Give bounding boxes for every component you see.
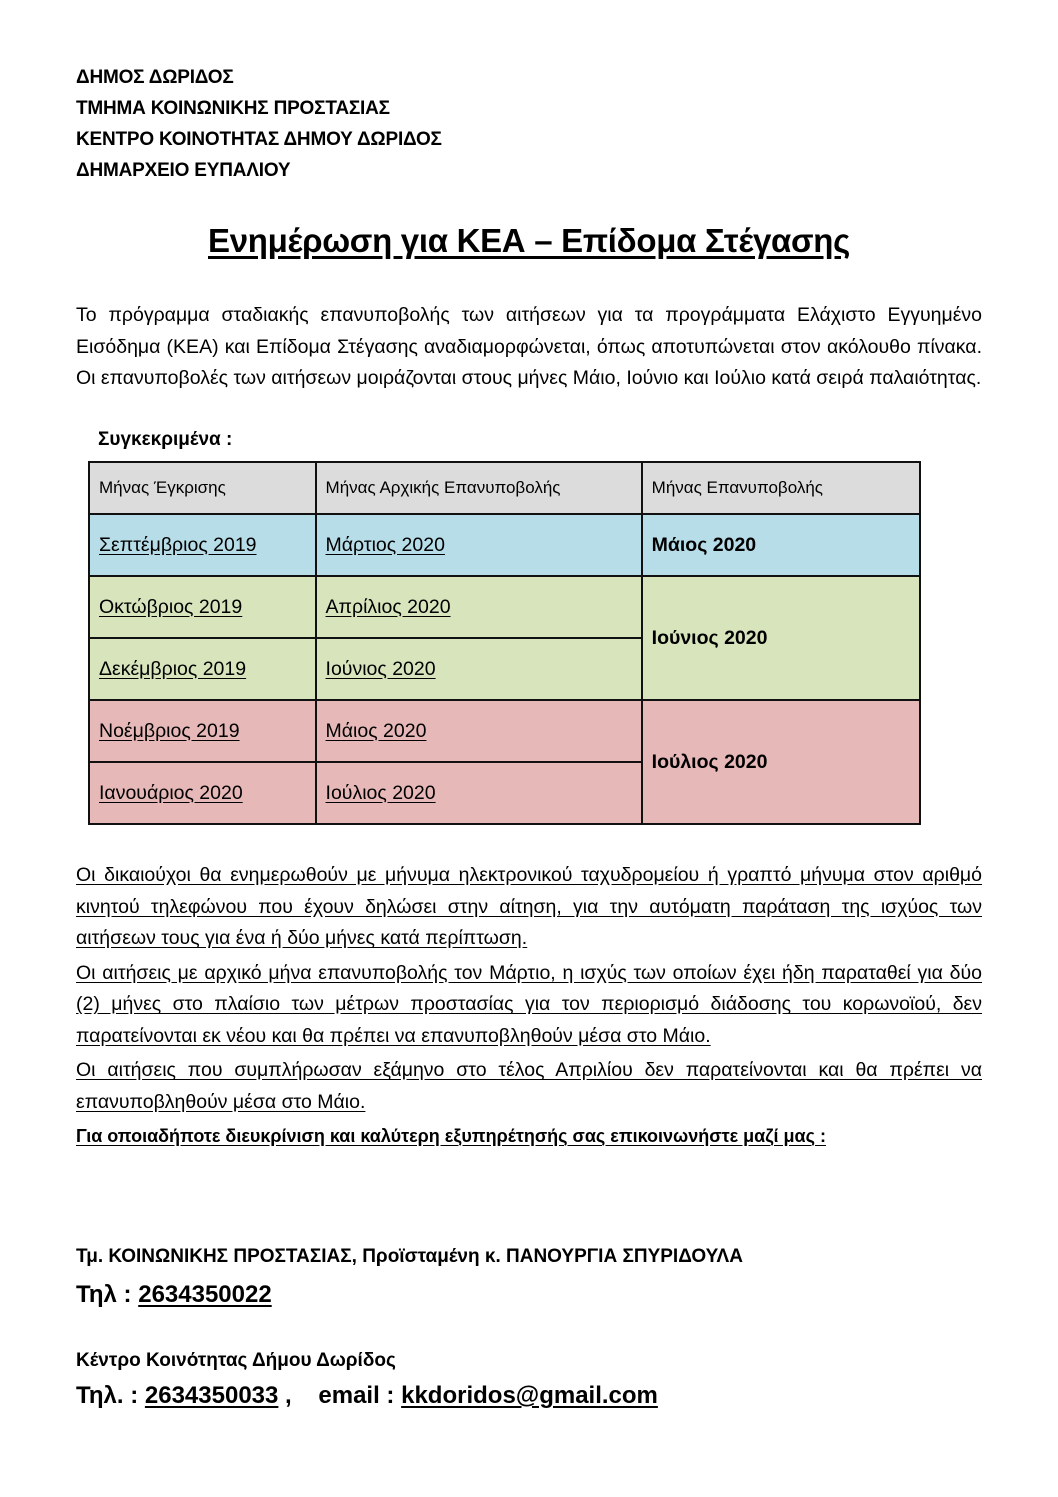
contact-department-phone-line (76, 1281, 272, 1309)
table-row (89, 700, 920, 762)
cell-initial[interactable]: Μάρτιος 2020 (316, 514, 642, 576)
notes-section (76, 860, 982, 1156)
intro-paragraph: Το πρόγραμμα σταδιακής επανυποβολής των αιτήσεων για τα προγράμματα Ελάχιστο Εγγυημένο Εισόδημα (ΚΕΑ) και Επίδομα Στέγασης αναδιαμορφώνεται, όπως αποτυπώνεται στον ακόλουθο πίνακα. Οι επανυποβολές των αιτήσεων μοιράζονται στους μήνες Μάιο, Ιούνιο και Ιούλιο κατά σειρά παλαιότητας. (76, 304, 982, 389)
header-resubmission-month: Μήνας Επανυποβολής (642, 462, 920, 514)
email-label: email : (318, 1382, 402, 1409)
header-initial-month: Μήνας Αρχικής Επανυποβολής (316, 462, 642, 514)
department-phone-link[interactable]: 2634350022 (138, 1281, 272, 1308)
cell-initial[interactable]: Απρίλιος 2020 (316, 576, 642, 638)
center-phone-link[interactable]: 2634350033 (144, 1382, 279, 1409)
table-row (89, 576, 920, 638)
contact-department: Τμ. ΚΟΙΝΩΝΙΚΗΣ ΠΡΟΣΤΑΣΙΑΣ, Προϊσταμένη κ. ΠΑΝΟΥΡΓΙΑ ΣΠΥΡΙΔΟΥΛΑ (76, 1246, 743, 1267)
phone-label: Τηλ. : (76, 1382, 145, 1409)
note-april-applications: Οι αιτήσεις που συμπλήρωσαν εξάμηνο στο τέλος Απριλίου δεν παρατείνονται και θα πρέπει να επανυποβληθούν μέσα στο Μάιο. (76, 1059, 982, 1113)
cell-resubmission: Ιούνιος 2020 (642, 576, 920, 700)
letterhead-department: ΤΜΗΜΑ ΚΟΙΝΩΝΙΚΗΣ ΠΡΟΣΤΑΣΙΑΣ (76, 98, 390, 119)
cell-resubmission: Μάιος 2020 (642, 514, 920, 576)
table-row (89, 514, 920, 576)
cell-approval[interactable]: Ιανουάριος 2020 (89, 762, 316, 824)
table-header-row (89, 462, 920, 514)
cell-approval[interactable]: Σεπτέμβριος 2019 (89, 514, 316, 576)
letterhead (76, 62, 442, 186)
header-approval-month: Μήνας Έγκρισης (89, 462, 316, 514)
email-link[interactable]: kkdoridos@gmail.com (401, 1382, 658, 1409)
schedule-table (88, 461, 921, 825)
letterhead-municipality: ΔΗΜΟΣ ΔΩΡΙΔΟΣ (76, 67, 234, 88)
letterhead-town-hall: ΔΗΜΑΡΧΕΙΟ ΕΥΠΑΛΙΟΥ (76, 160, 291, 181)
cell-approval[interactable]: Νοέμβριος 2019 (89, 700, 316, 762)
note-notification: Οι δικαιούχοι θα ενημερωθούν με μήνυμα ηλεκτρονικού ταχυδρομείου ή γραπτό μήνυμα στον αριθμό κινητού τηλεφώνου που έχουν δηλώσει στην αίτηση, για την αυτόματη παράταση της ισχύος των αιτήσεων τους για ένα ή δύο μήνες κατά περίπτωση. (76, 864, 982, 949)
cell-approval[interactable]: Οκτώβριος 2019 (89, 576, 316, 638)
cell-initial[interactable]: Ιούνιος 2020 (316, 638, 642, 700)
letterhead-community-center: ΚΕΝΤΡΟ ΚΟΙΝΟΤΗΤΑΣ ΔΗΜΟΥ ΔΩΡΙΔΟΣ (76, 129, 442, 150)
cell-initial[interactable]: Ιούλιος 2020 (316, 762, 642, 824)
cell-resubmission: Ιούλιος 2020 (642, 700, 920, 824)
contact-community-center: Κέντρο Κοινότητας Δήμου Δωρίδος (76, 1350, 396, 1371)
document-title: Ενημέρωση για ΚΕΑ – Επίδομα Στέγασης (208, 222, 850, 259)
note-contact-us: Για οποιαδήποτε διευκρίνιση και καλύτερη εξυπηρέτησής σας επικοινωνήστε μαζί μας : (76, 1126, 826, 1146)
cell-approval[interactable]: Δεκέμβριος 2019 (89, 638, 316, 700)
phone-label: Τηλ : (76, 1281, 139, 1308)
separator: , (278, 1382, 319, 1409)
cell-initial[interactable]: Μάιος 2020 (316, 700, 642, 762)
note-march-applications: Οι αιτήσεις με αρχικό μήνα επανυποβολής τον Μάρτιο, η ισχύς των οποίων έχει ήδη παραταθεί για δύο (2) μήνες στο πλαίσιο των μέτρων προστασίας για τον περιορισμό διάδοσης του κορωνοϊού, δεν παρατείνονται εκ νέου και θα πρέπει να επανυποβληθούν μέσα στο Μάιο. (76, 961, 982, 1047)
contact-center-line (76, 1382, 658, 1410)
specifically-label: Συγκεκριμένα : (98, 429, 233, 450)
